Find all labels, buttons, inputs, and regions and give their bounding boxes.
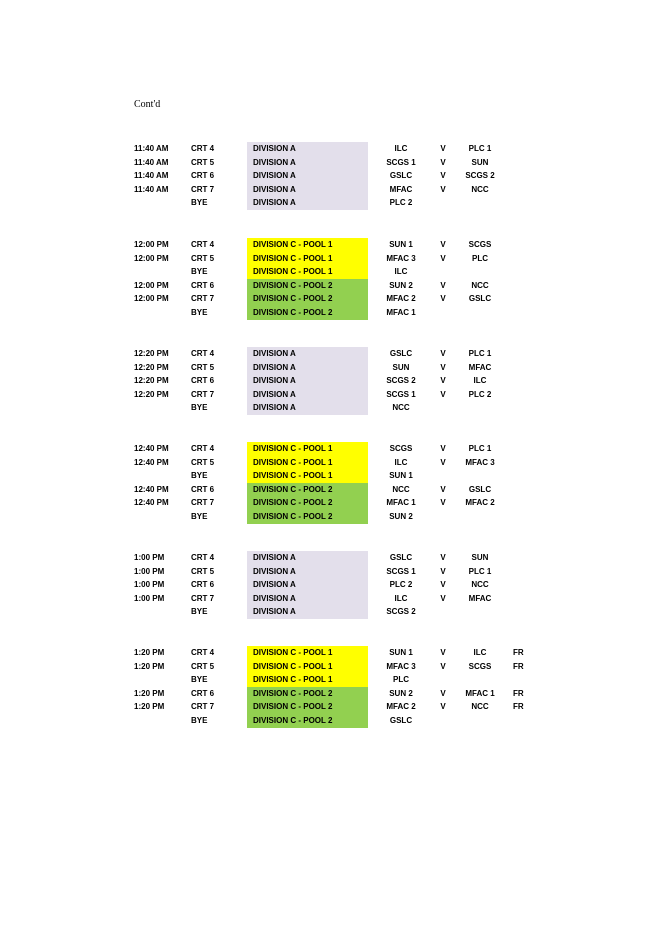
division-label: DIVISION A: [247, 565, 368, 579]
division-label: DIVISION A: [247, 183, 368, 197]
team-1: NCC: [392, 403, 410, 413]
court-label: CRT 7: [191, 498, 215, 508]
division-label: DIVISION A: [247, 401, 368, 415]
division-label: DIVISION C - POOL 1: [247, 238, 368, 252]
match-time: 11:40 AM: [134, 171, 169, 181]
versus-label: V: [440, 444, 446, 453]
division-label: DIVISION C - POOL 2: [247, 279, 368, 293]
division-label: DIVISION C - POOL 1: [247, 265, 368, 279]
team-1: GSLC: [389, 715, 413, 725]
division-label: DIVISION A: [247, 374, 368, 388]
match-time: 12:00 PM: [134, 253, 169, 263]
court-label: CRT 7: [191, 593, 215, 603]
schedule-row: [0, 374, 670, 388]
match-time: 1:00 PM: [134, 580, 165, 590]
schedule-row: [0, 265, 670, 279]
team-2: SCGS: [468, 661, 492, 671]
match-time: 1:20 PM: [134, 648, 165, 657]
versus-label: V: [440, 457, 446, 467]
schedule-row: [0, 700, 670, 714]
match-time: 1:20 PM: [134, 688, 165, 698]
schedule-row: [0, 565, 670, 579]
versus-label: V: [440, 184, 446, 194]
division-label: DIVISION A: [247, 169, 368, 183]
team-1: PLC 2: [389, 580, 413, 590]
team-2: ILC: [473, 376, 487, 386]
schedule-block: [0, 646, 670, 728]
versus-label: V: [440, 157, 446, 167]
schedule-row: [0, 361, 670, 375]
division-label: DIVISION C - POOL 2: [247, 306, 368, 320]
note-label: FR: [513, 688, 524, 698]
court-label: BYE: [191, 198, 208, 208]
versus-label: V: [440, 294, 446, 304]
team-1: PLC: [393, 675, 409, 685]
versus-label: V: [440, 688, 446, 698]
team-1: SUN 2: [389, 280, 413, 290]
court-label: CRT 5: [191, 253, 215, 263]
versus-label: V: [440, 240, 446, 249]
team-1: SUN: [392, 362, 410, 372]
schedule-row: [0, 483, 670, 497]
team-1: SCGS: [389, 444, 413, 453]
court-label: CRT 6: [191, 688, 215, 698]
versus-label: V: [440, 484, 446, 494]
team-1: SCGS 1: [386, 389, 416, 399]
court-label: CRT 4: [191, 553, 215, 562]
contd-label: Cont'd: [134, 99, 161, 110]
schedule-block: [0, 142, 670, 210]
court-label: BYE: [191, 715, 208, 725]
division-label: DIVISION A: [247, 578, 368, 592]
versus-label: V: [440, 171, 446, 181]
match-time: 1:00 PM: [134, 593, 165, 603]
match-time: 1:20 PM: [134, 661, 165, 671]
court-label: CRT 6: [191, 171, 215, 181]
team-2: MFAC: [468, 362, 492, 372]
schedule-row: [0, 292, 670, 306]
court-label: BYE: [191, 403, 208, 413]
team-1: ILC: [394, 267, 408, 277]
team-1: SUN 2: [389, 511, 413, 521]
division-label: DIVISION C - POOL 1: [247, 252, 368, 266]
schedule-row: [0, 687, 670, 701]
team-1: SCGS 1: [386, 157, 416, 167]
court-label: CRT 6: [191, 580, 215, 590]
schedule-row: [0, 183, 670, 197]
court-label: CRT 4: [191, 444, 215, 453]
team-2: NCC: [471, 280, 489, 290]
schedule-row: [0, 551, 670, 565]
schedule-row: [0, 279, 670, 293]
match-time: 12:40 PM: [134, 498, 169, 508]
court-label: BYE: [191, 267, 208, 277]
schedule-row: [0, 347, 670, 361]
schedule-row: [0, 252, 670, 266]
schedule-block: [0, 238, 670, 320]
schedule-row: [0, 510, 670, 524]
court-label: BYE: [191, 471, 208, 481]
versus-label: V: [440, 349, 446, 358]
division-label: DIVISION C - POOL 2: [247, 510, 368, 524]
court-label: BYE: [191, 675, 208, 685]
team-2: SCGS: [468, 240, 492, 249]
court-label: CRT 4: [191, 240, 215, 249]
team-1: MFAC 3: [386, 253, 416, 263]
division-label: DIVISION A: [247, 592, 368, 606]
schedule-row: [0, 442, 670, 456]
team-1: MFAC 3: [386, 661, 416, 671]
team-2: SCGS 2: [465, 171, 495, 181]
team-1: MFAC 1: [386, 307, 416, 317]
court-label: CRT 5: [191, 566, 215, 576]
team-2: MFAC: [468, 593, 492, 603]
court-label: CRT 4: [191, 648, 215, 657]
note-label: FR: [513, 648, 524, 657]
division-label: DIVISION C - POOL 1: [247, 442, 368, 456]
division-label: DIVISION C - POOL 1: [247, 456, 368, 470]
team-1: GSLC: [389, 171, 413, 181]
team-1: ILC: [394, 593, 408, 603]
match-time: 12:40 PM: [134, 444, 169, 453]
division-label: DIVISION C - POOL 2: [247, 687, 368, 701]
court-label: CRT 4: [191, 349, 215, 358]
team-2: GSLC: [468, 294, 492, 304]
note-label: FR: [513, 661, 524, 671]
schedule-block: [0, 442, 670, 524]
court-label: CRT 6: [191, 484, 215, 494]
division-label: DIVISION C - POOL 2: [247, 483, 368, 497]
division-label: DIVISION C - POOL 2: [247, 714, 368, 728]
versus-label: V: [440, 702, 446, 712]
court-label: BYE: [191, 607, 208, 617]
team-1: GSLC: [389, 349, 413, 358]
schedule-row: [0, 306, 670, 320]
schedule-row: [0, 646, 670, 660]
division-label: DIVISION A: [247, 605, 368, 619]
schedule-row: [0, 142, 670, 156]
team-1: MFAC 1: [386, 498, 416, 508]
team-2: MFAC 1: [465, 688, 495, 698]
division-label: DIVISION C - POOL 1: [247, 660, 368, 674]
versus-label: V: [440, 280, 446, 290]
team-1: SCGS 2: [386, 607, 416, 617]
match-time: 11:40 AM: [134, 184, 169, 194]
division-label: DIVISION A: [247, 551, 368, 565]
team-2: PLC 1: [468, 349, 492, 358]
team-2: MFAC 3: [465, 457, 495, 467]
versus-label: V: [440, 593, 446, 603]
versus-label: V: [440, 498, 446, 508]
schedule-row: [0, 469, 670, 483]
schedule-row: [0, 196, 670, 210]
note-label: FR: [513, 702, 524, 712]
match-time: 12:20 PM: [134, 362, 169, 372]
division-label: DIVISION C - POOL 1: [247, 673, 368, 687]
division-label: DIVISION C - POOL 1: [247, 469, 368, 483]
division-label: DIVISION A: [247, 142, 368, 156]
schedule-row: [0, 660, 670, 674]
team-1: GSLC: [389, 553, 413, 562]
division-label: DIVISION A: [247, 347, 368, 361]
schedule-row: [0, 456, 670, 470]
team-1: MFAC 2: [386, 294, 416, 304]
team-2: GSLC: [468, 484, 492, 494]
team-2: NCC: [471, 184, 489, 194]
schedule-block: [0, 347, 670, 415]
team-1: SCGS 1: [386, 566, 416, 576]
versus-label: V: [440, 661, 446, 671]
team-2: NCC: [471, 702, 489, 712]
team-2: SUN: [471, 157, 489, 167]
schedule-row: [0, 401, 670, 415]
team-1: NCC: [392, 484, 410, 494]
team-1: MFAC 2: [386, 702, 416, 712]
division-label: DIVISION A: [247, 388, 368, 402]
match-time: 12:20 PM: [134, 349, 169, 358]
team-2: PLC 1: [468, 566, 492, 576]
schedule-row: [0, 156, 670, 170]
match-time: 11:40 AM: [134, 157, 169, 167]
court-label: CRT 5: [191, 457, 215, 467]
schedule-row: [0, 388, 670, 402]
team-2: PLC 2: [468, 389, 492, 399]
team-2: PLC 1: [468, 444, 492, 453]
match-time: 1:00 PM: [134, 553, 165, 562]
versus-label: V: [440, 362, 446, 372]
division-label: DIVISION C - POOL 2: [247, 292, 368, 306]
team-2: SUN: [471, 553, 489, 562]
team-2: ILC: [473, 648, 487, 657]
team-1: ILC: [394, 457, 408, 467]
versus-label: V: [440, 144, 446, 153]
match-time: 12:00 PM: [134, 280, 169, 290]
court-label: CRT 6: [191, 280, 215, 290]
versus-label: V: [440, 253, 446, 263]
team-2: PLC 1: [468, 144, 492, 153]
team-1: PLC 2: [389, 198, 413, 208]
schedule-row: [0, 238, 670, 252]
team-1: MFAC: [389, 184, 413, 194]
team-2: PLC: [472, 253, 488, 263]
team-1: SCGS 2: [386, 376, 416, 386]
schedule-row: [0, 496, 670, 510]
court-label: CRT 5: [191, 362, 215, 372]
match-time: 12:40 PM: [134, 457, 169, 467]
court-label: CRT 7: [191, 184, 215, 194]
division-label: DIVISION C - POOL 2: [247, 496, 368, 510]
versus-label: V: [440, 553, 446, 562]
schedule-row: [0, 673, 670, 687]
match-time: 11:40 AM: [134, 144, 169, 153]
court-label: CRT 5: [191, 661, 215, 671]
team-1: SUN 1: [389, 648, 413, 657]
match-time: 12:40 PM: [134, 484, 169, 494]
court-label: CRT 7: [191, 294, 215, 304]
court-label: CRT 7: [191, 702, 215, 712]
court-label: CRT 7: [191, 389, 215, 399]
versus-label: V: [440, 580, 446, 590]
team-2: MFAC 2: [465, 498, 495, 508]
division-label: DIVISION A: [247, 156, 368, 170]
versus-label: V: [440, 648, 446, 657]
versus-label: V: [440, 376, 446, 386]
schedule-block: [0, 551, 670, 619]
division-label: DIVISION A: [247, 361, 368, 375]
match-time: 1:20 PM: [134, 702, 165, 712]
schedule-row: [0, 578, 670, 592]
team-1: SUN 2: [389, 688, 413, 698]
versus-label: V: [440, 389, 446, 399]
court-label: BYE: [191, 511, 208, 521]
match-time: 12:00 PM: [134, 294, 169, 304]
team-1: SUN 1: [389, 240, 413, 249]
versus-label: V: [440, 566, 446, 576]
schedule-row: [0, 605, 670, 619]
team-2: NCC: [471, 580, 489, 590]
match-time: 12:20 PM: [134, 376, 169, 386]
division-label: DIVISION A: [247, 196, 368, 210]
schedule-row: [0, 169, 670, 183]
division-label: DIVISION C - POOL 2: [247, 700, 368, 714]
match-time: 12:00 PM: [134, 240, 169, 249]
court-label: CRT 6: [191, 376, 215, 386]
court-label: CRT 4: [191, 144, 215, 153]
match-time: 1:00 PM: [134, 566, 165, 576]
team-1: SUN 1: [389, 471, 413, 481]
match-time: 12:20 PM: [134, 389, 169, 399]
court-label: BYE: [191, 307, 208, 317]
court-label: CRT 5: [191, 157, 215, 167]
schedule-row: [0, 714, 670, 728]
schedule-row: [0, 592, 670, 606]
team-1: ILC: [394, 144, 408, 153]
division-label: DIVISION C - POOL 1: [247, 646, 368, 660]
